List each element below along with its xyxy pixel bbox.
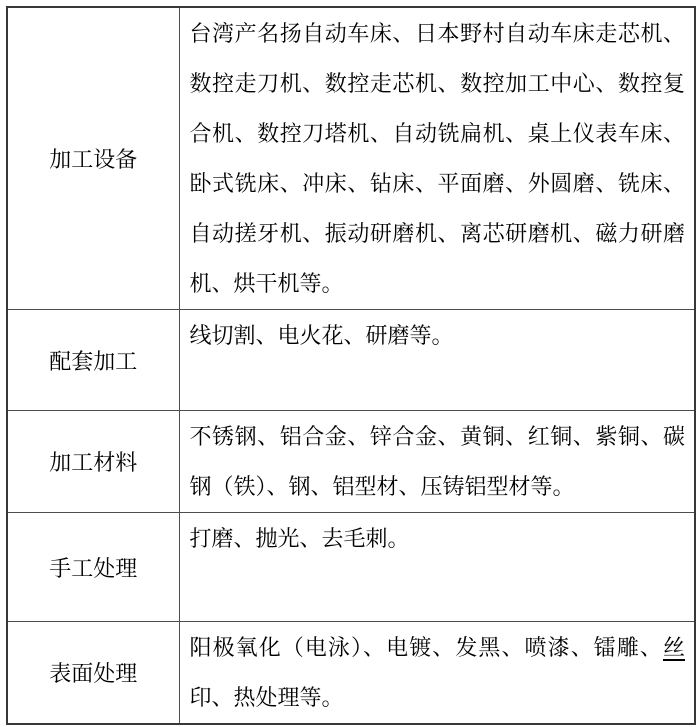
table-row-supporting-processing (7, 310, 695, 411)
table-row-manual-processing (7, 513, 695, 622)
row-label-cell (7, 411, 179, 513)
row-label-cell (7, 7, 179, 310)
row-content-cell (179, 513, 695, 622)
row-label-text: 加工设备 (49, 147, 138, 172)
row-content-text: 台湾产名扬自动车床、日本野村自动车床走芯机、数控走刀机、数控走芯机、数控加工中心、数控复合机、数控刀塔机、自动铣扁机、桌上仪表车床、卧式铣床、冲床、钻床、平面磨、外圆磨、铣床、自动搓牙机、振动研磨机、离芯研磨机、磁力研磨机、烘干机等。 (189, 21, 685, 296)
table-row-surface-treatment (7, 622, 695, 725)
row-content-text: 打磨、抛光、去毛刺。 (189, 526, 410, 551)
row-label-text: 手工处理 (49, 555, 138, 581)
row-label-text: 配套加工 (49, 348, 138, 374)
row-content-text: 线切割、电火花、研磨等。 (189, 323, 454, 348)
row-content-underlined-text: 丝 (662, 635, 685, 660)
table-row-processing-materials (7, 411, 695, 513)
row-label-cell (7, 622, 179, 725)
row-label-cell (7, 513, 179, 622)
row-content-cell (179, 411, 695, 513)
row-content-text: 不锈钢、铝合金、锌合金、黄铜、红铜、紫铜、碳钢（铁）、钢、铝型材、压铸铝型材等。 (189, 424, 685, 499)
row-content-cell (179, 310, 695, 411)
row-content-cell (179, 622, 695, 725)
table-row-processing-equipment (7, 7, 695, 310)
row-label-text: 加工材料 (49, 450, 138, 475)
row-label-cell (7, 310, 179, 411)
capability-table (6, 6, 696, 725)
row-content-cell (179, 7, 695, 310)
row-content-text-after: 印、热处理等。 (189, 685, 344, 710)
row-content-text-before: 阳极氧化（电泳）、电镀、发黑、喷漆、镭雕、 (189, 635, 663, 660)
row-label-text: 表面处理 (49, 661, 138, 686)
